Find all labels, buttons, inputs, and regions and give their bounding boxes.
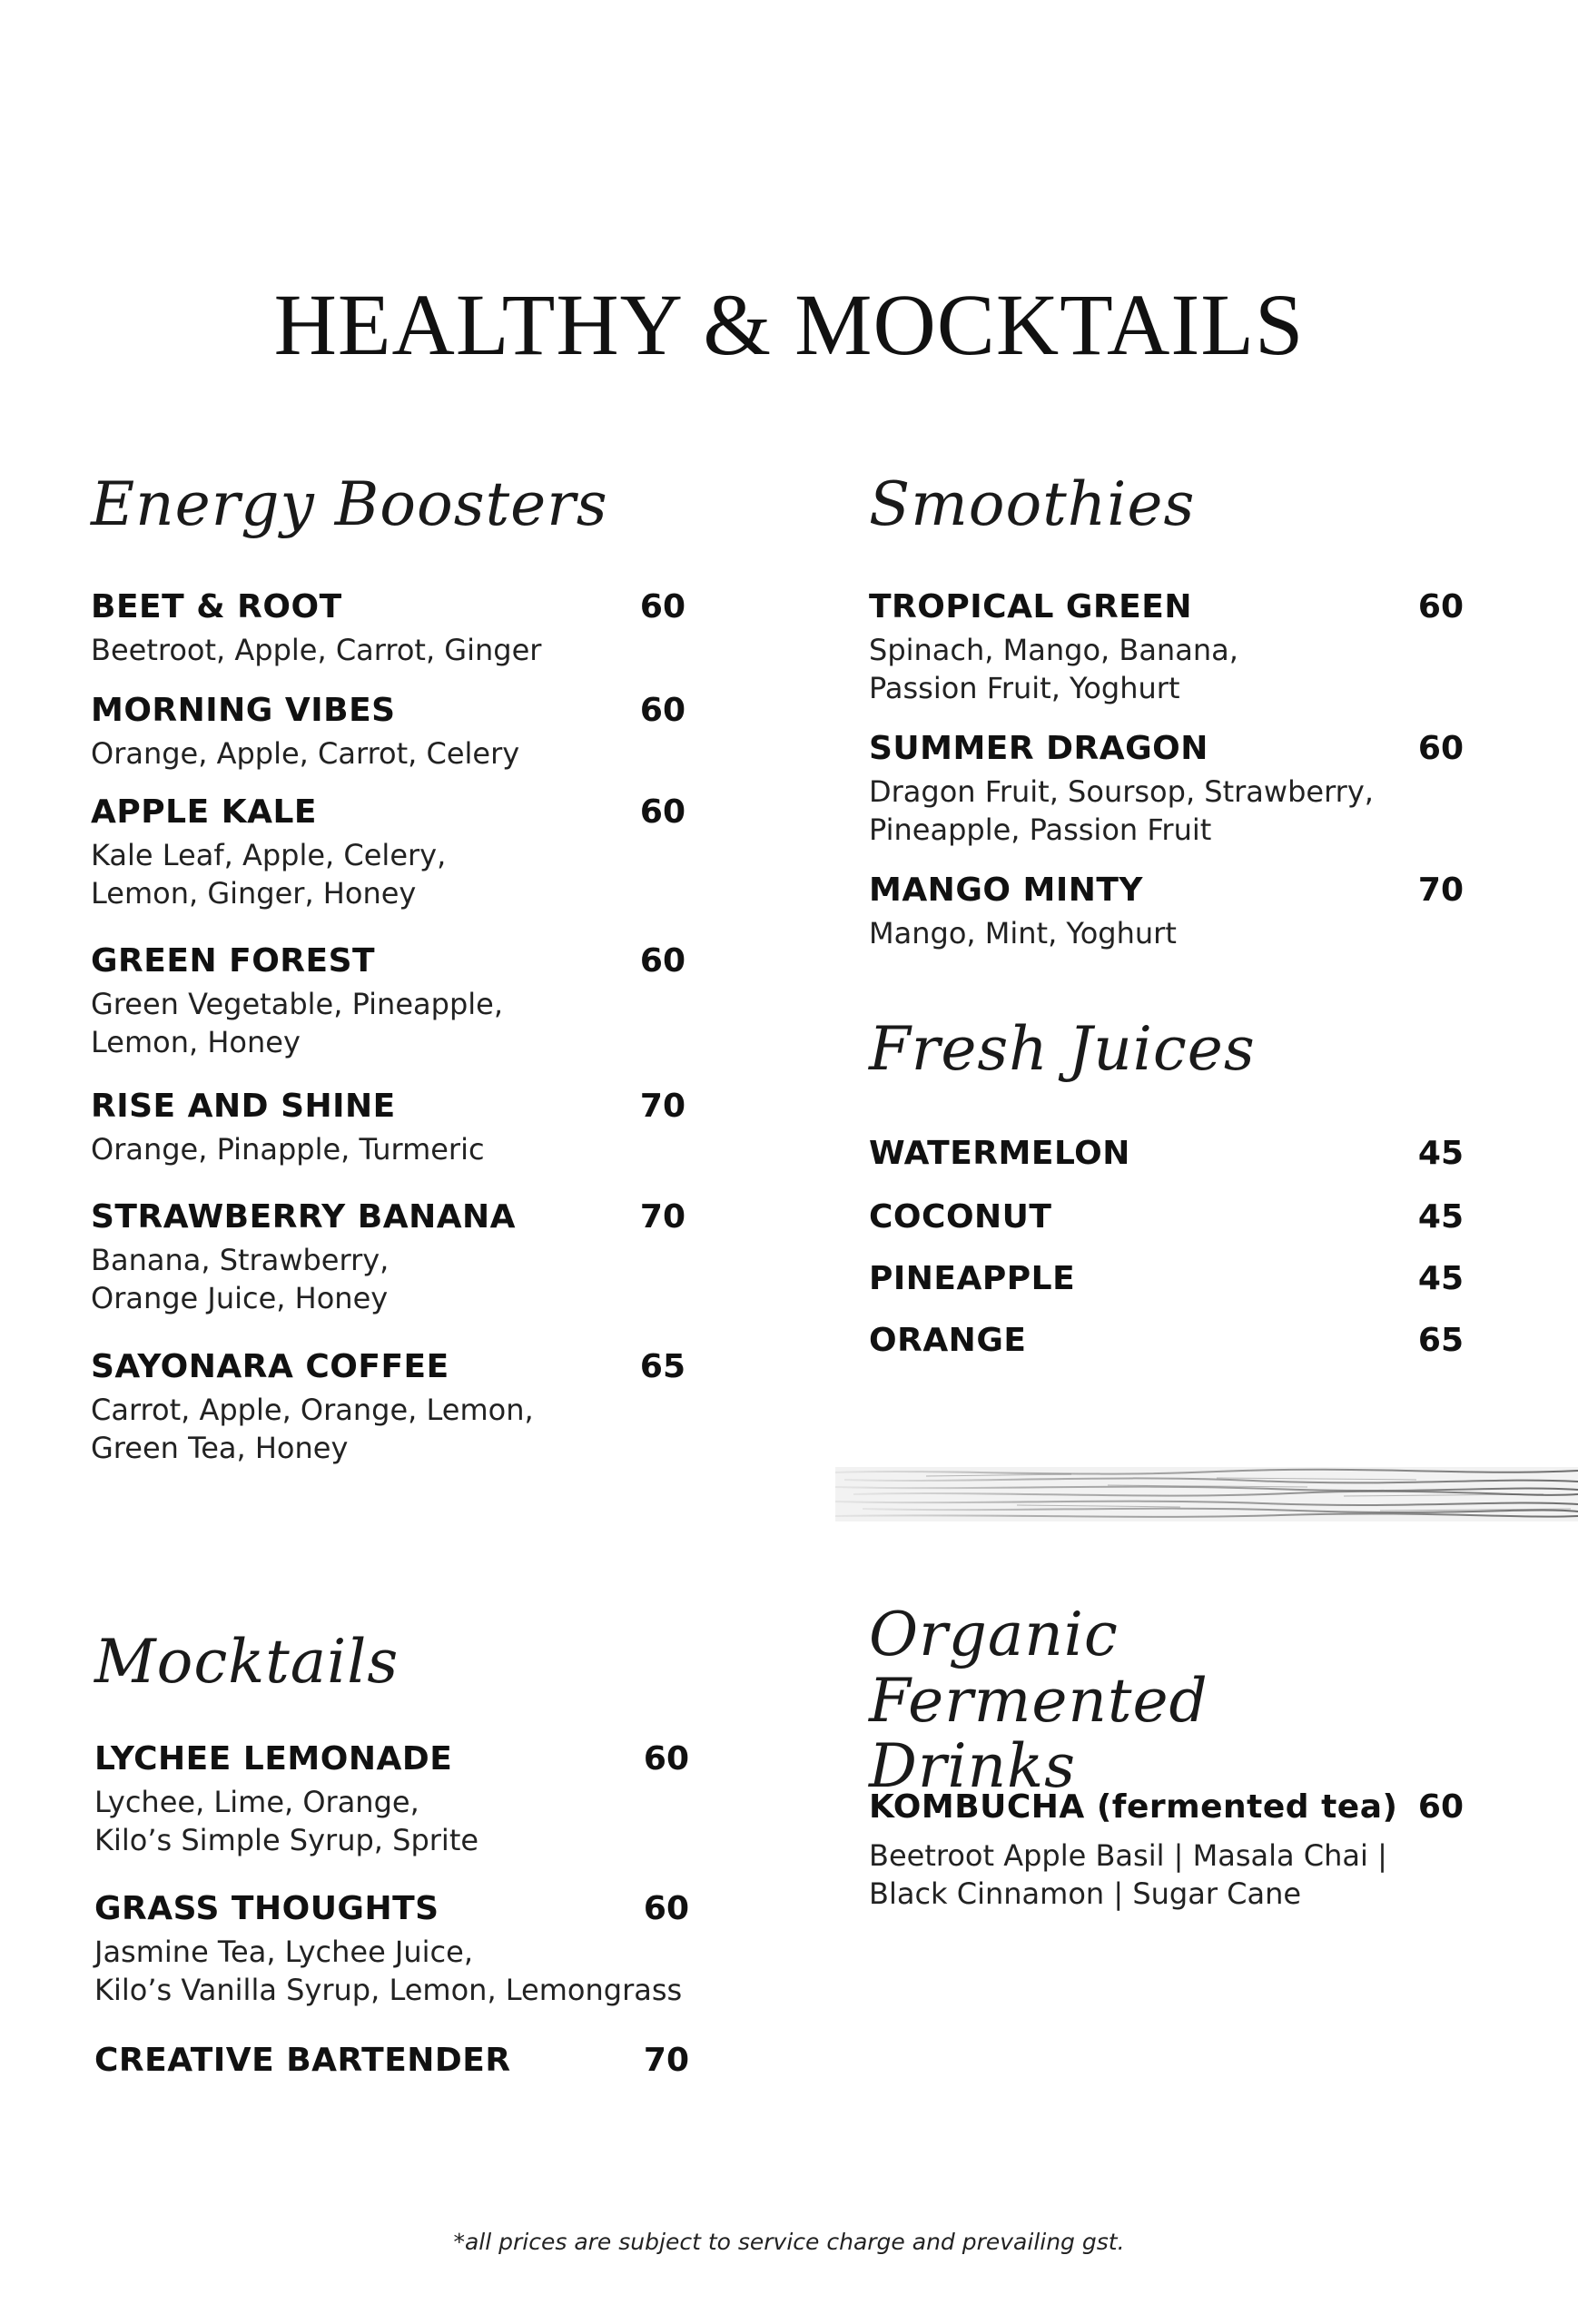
menu-item [91,1198,685,1317]
menu-item [94,1740,689,1859]
menu-item [91,942,685,1061]
item-description-line: Orange, Apple, Carrot, Celery [91,736,520,771]
section-fresh-juices [869,1014,1464,1380]
item-name: MORNING VIBES [91,692,396,729]
menu-item [869,588,1464,707]
item-description [91,985,685,1061]
fresh-juices-heading: Fresh Juices [869,1014,1256,1084]
item-description [91,734,685,773]
item-description-line: Carrot, Apple, Orange, Lemon, [91,1393,534,1427]
item-name: BEET & ROOT [91,588,342,625]
item-description [869,631,1464,707]
item-name: ORANGE [869,1322,1027,1359]
item-description [91,631,685,669]
item-price: 60 [639,942,685,980]
item-description [869,1837,1464,1913]
item-description [91,1241,685,1317]
item-name: WATERMELON [869,1135,1130,1172]
fermented-heading-line: Drinks [869,1731,1076,1802]
item-description-line: Banana, Strawberry, [91,1243,390,1277]
item-description-line: Kale Leaf, Apple, Celery, [91,838,447,872]
brush-stroke-decoration [835,1463,1578,1525]
item-description-line: Lemon, Honey [91,1025,301,1059]
price-footnote: *all prices are subject to service charge and prevailing gst. [453,2229,1125,2255]
menu-item [91,793,685,912]
item-price: 65 [639,1348,685,1385]
item-price: 45 [1417,1135,1464,1172]
item-price: 60 [1417,1788,1464,1826]
item-description-line: Orange Juice, Honey [91,1281,389,1315]
menu-item [94,2042,689,2079]
item-name: SAYONARA COFFEE [91,1348,449,1385]
item-description-line: Kilo’s Simple Syrup, Sprite [94,1823,479,1857]
item-name: TROPICAL GREEN [869,588,1192,625]
item-price: 45 [1417,1198,1464,1236]
item-price: 60 [639,793,685,831]
item-description-line: Beetroot, Apple, Carrot, Ginger [91,633,542,667]
item-description-line: Black Cinnamon | Sugar Cane [869,1876,1302,1911]
item-description-line: Dragon Fruit, Soursop, Strawberry, [869,774,1374,809]
section-mocktails [94,1627,689,2083]
item-price: 60 [639,588,685,625]
menu-item [869,1135,1464,1172]
item-description-line: Lemon, Ginger, Honey [91,876,417,911]
item-name: APPLE KALE [91,793,317,831]
menu-item [91,1348,685,1467]
item-description-line: Kilo’s Vanilla Syrup, Lemon, Lemongrass [94,1973,683,2007]
item-description-line: Spinach, Mango, Banana, [869,633,1238,667]
item-description-line: Passion Fruit, Yoghurt [869,671,1180,705]
item-description [94,1933,689,2009]
item-price: 65 [1417,1322,1464,1359]
item-price: 70 [643,2042,689,2079]
item-name: RISE AND SHINE [91,1088,396,1125]
menu-item [869,1260,1464,1297]
mocktails-heading: Mocktails [94,1627,399,1697]
item-price: 60 [1417,730,1464,767]
item-description [869,773,1464,849]
item-price: 60 [643,1740,689,1777]
menu-item [94,1890,689,2009]
menu-item [91,588,685,669]
item-name: CREATIVE BARTENDER [94,2042,511,2079]
item-price: 70 [639,1198,685,1236]
menu-item [869,730,1464,849]
section-energy-boosters [91,469,685,1471]
section-smoothies [869,469,1464,962]
item-description-line: Mango, Mint, Yoghurt [869,916,1177,950]
fermented-heading-line: Organic Fermented [869,1600,1208,1736]
item-price: 70 [639,1088,685,1125]
item-name: STRAWBERRY BANANA [91,1198,517,1236]
energy-boosters-heading: Energy Boosters [91,469,608,539]
item-description-line: Green Vegetable, Pineapple, [91,987,503,1021]
item-name: SUMMER DRAGON [869,730,1208,767]
menu-item [869,872,1464,952]
menu-item [91,1088,685,1168]
item-description-line: Green Tea, Honey [91,1431,349,1465]
item-name: KOMBUCHA (fermented tea) [869,1788,1398,1826]
item-description [869,914,1464,952]
item-name: GREEN FOREST [91,942,376,980]
item-description-line: Pineapple, Passion Fruit [869,812,1212,847]
item-name: GRASS THOUGHTS [94,1890,439,1927]
item-name: PINEAPPLE [869,1260,1076,1297]
item-description-line: Jasmine Tea, Lychee Juice, [94,1935,473,1969]
item-description [94,1783,689,1859]
item-name: COCONUT [869,1198,1052,1236]
item-name: LYCHEE LEMONADE [94,1740,453,1777]
item-description-line: Lychee, Lime, Orange, [94,1785,419,1819]
menu-item [869,1322,1464,1359]
item-description [91,1391,685,1467]
smoothies-heading: Smoothies [869,469,1196,539]
menu-item [869,1198,1464,1236]
item-description [91,1130,685,1168]
menu-item [91,692,685,773]
page-title: HEALTHY & MOCKTAILS [273,276,1305,373]
item-price: 70 [1417,872,1464,909]
item-price: 60 [1417,588,1464,625]
menu-item [869,1788,1464,1913]
item-name: MANGO MINTY [869,872,1143,909]
item-description-line: Beetroot Apple Basil | Masala Chai | [869,1838,1387,1873]
item-price: 45 [1417,1260,1464,1297]
fermented-heading [869,1602,1464,1800]
item-description [91,836,685,912]
section-organic-fermented-drinks [869,1600,1464,1911]
item-description-line: Orange, Pinapple, Turmeric [91,1132,485,1167]
item-price: 60 [643,1890,689,1927]
item-price: 60 [639,692,685,729]
